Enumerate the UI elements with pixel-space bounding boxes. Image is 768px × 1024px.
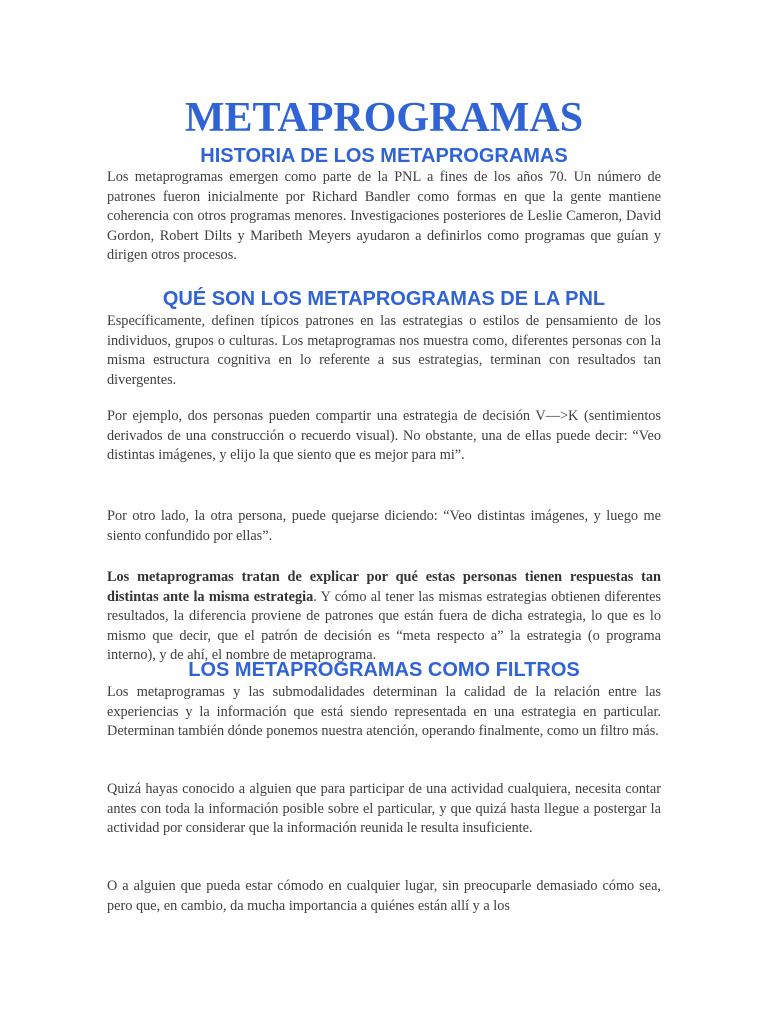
paragraph-que-son-2: Por ejemplo, dos personas pueden compartir una estrategia de decisión V—>K (sentimientos derivados de una construcción o recuerdo visual). No obstante, una de ellas puede decir: “Veo distintas imágenes, y elijo la que siento que es mejor para mi”. [107,408,661,464]
paragraph-que-son-4 [107,568,661,666]
paragraph-filtros-3: O a alguien que pueda estar cómodo en cualquier lugar, sin preocuparle demasiado cómo sea, pero que, en cambio, da mucha importancia a quiénes están allí y a los [107,878,661,914]
paragraph-filtros-2: Quizá hayas conocido a alguien que para participar de una actividad cualquiera, necesita contar antes con toda la información posible sobre el particular, y que quizá hasta llegue a postergar la actividad por considerar que la información reunida le resulta insuficiente. [107,781,661,837]
paragraph-que-son-3: Por otro lado, la otra persona, puede quejarse diciendo: “Veo distintas imágenes, y luego me siento confundido por ellas”. [107,508,661,544]
paragraph-historia: Los metaprogramas emergen como parte de la PNL a fines de los años 70. Un número de patrones fueron inicialmente por Richard Bandler como formas en que la gente mantiene coherencia con otros programas menores. Investigaciones posteriores de Leslie Cameron, David Gordon, Robert Dilts y Maribeth Meyers ayudaron a definirlos como programas que guían y dirigen otros procesos. [107,169,661,264]
paragraph-filtros-1: Los metaprogramas y las submodalidades determinan la calidad de la relación entre las experiencias y la información que está siendo representada en una estrategia en particular. Determinan también dónde ponemos nuestra atención, operando finalmente, como un filtro más. [107,684,661,740]
section-heading-que-son: QUÉ SON LOS METAPROGRAMAS DE LA PNL [162,288,606,310]
section-heading-historia: HISTORIA DE LOS METAPROGRAMAS [200,145,568,167]
section-heading-filtros: LOS METAPROGRAMAS COMO FILTROS [188,659,580,681]
paragraph-rest-text: . Y cómo al tener las mismas estrategias obtienen diferentes resultados, la diferencia proviene de patrones que están fuera de dicha estrategia, lo que es lo mismo que decir, que el patrón de decisión es “meta respecto a” la estrategia (o programa interno), y de ahí, el nombre de metaprograma. [107,588,661,664]
paragraph-bold-text: Los metaprogramas tratan de explicar por qué estas personas tienen respuestas tan distintas ante la misma estrategia [107,569,661,605]
paragraph-que-son-1: Específicamente, definen típicos patrones en las estrategias o estilos de pensamiento de los individuos, grupos o culturas. Los metaprogramas nos muestra como, diferentes personas con la misma estructura cognitiva en lo referente a sus estrategias, terminan con resultados tan divergentes. [107,313,661,388]
document-title: METAPROGRAMAS [184,95,584,141]
